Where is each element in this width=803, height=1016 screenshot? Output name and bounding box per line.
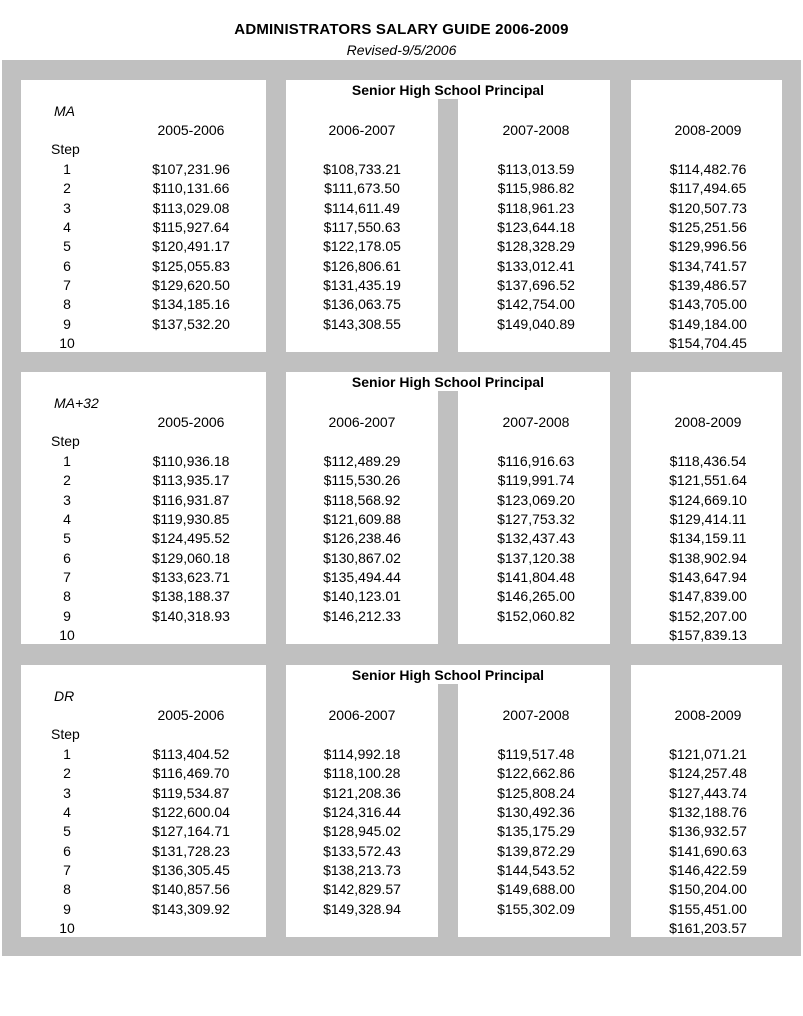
year-header: 2008-2009 [674, 122, 742, 138]
salary-cell: $134,159.11 [669, 530, 747, 547]
salary-cell: $134,185.16 [152, 296, 230, 313]
salary-cell: $141,690.63 [669, 842, 747, 859]
step-number: 3 [63, 199, 71, 216]
salary-cell: $114,992.18 [323, 746, 401, 762]
salary-cell: $139,486.57 [669, 277, 747, 294]
salary-cell: $152,060.82 [497, 607, 575, 624]
step-number: 8 [63, 296, 71, 313]
salary-cell: $110,131.66 [152, 180, 230, 197]
salary-cell: $132,188.76 [669, 804, 747, 821]
salary-cell: $115,530.26 [323, 472, 401, 489]
salary-cell: $112,489.29 [323, 453, 401, 469]
salary-cell: $131,728.23 [152, 842, 230, 859]
salary-cell: $121,208.36 [323, 784, 401, 801]
salary-cell: $140,857.56 [152, 881, 230, 898]
salary-cell: $123,644.18 [497, 219, 575, 236]
step-number: 10 [59, 920, 75, 937]
step-number: 9 [63, 900, 71, 917]
salary-cell: $130,867.02 [323, 549, 401, 566]
degree-label: MA+32 [54, 395, 99, 411]
salary-cell: $118,961.23 [497, 199, 575, 216]
step-number: 8 [63, 588, 71, 605]
step-number: 6 [63, 257, 71, 274]
salary-cell: $117,550.63 [323, 219, 401, 236]
year-header: 2008-2009 [674, 414, 742, 430]
step-number: 6 [63, 549, 71, 566]
salary-cell: $119,930.85 [152, 511, 230, 528]
salary-cell: $129,996.56 [669, 238, 747, 255]
step-number: 5 [63, 530, 71, 547]
degree-label: MA [54, 103, 75, 119]
salary-cell: $118,568.92 [323, 491, 401, 508]
salary-cell: $116,916.63 [497, 453, 575, 469]
step-number: 9 [63, 315, 71, 332]
salary-cell: $124,316.44 [323, 804, 401, 821]
salary-cell: $120,491.17 [152, 238, 230, 255]
salary-cell: $135,494.44 [323, 569, 401, 586]
salary-cell: $137,532.20 [152, 315, 230, 332]
salary-cell: $144,543.52 [497, 862, 575, 879]
salary-cell: $140,123.01 [323, 588, 401, 605]
salary-cell: $136,305.45 [152, 862, 230, 879]
salary-cell: $118,100.28 [323, 765, 401, 782]
salary-cell: $113,935.17 [152, 472, 230, 489]
salary-cell: $135,175.29 [497, 823, 575, 840]
year-header: 2006-2007 [328, 707, 396, 723]
salary-cell: $154,704.45 [669, 335, 747, 352]
salary-cell: $119,991.74 [497, 472, 575, 489]
salary-cell: $125,055.83 [152, 257, 230, 274]
salary-cell: $147,839.00 [669, 588, 747, 605]
salary-cell: $122,662.86 [497, 765, 575, 782]
step-number: 1 [63, 746, 71, 762]
step-number: 1 [63, 161, 71, 177]
salary-cell: $128,328.29 [497, 238, 575, 255]
year-header: 2005-2006 [157, 122, 225, 138]
salary-cell: $113,013.59 [497, 161, 575, 177]
salary-cell: $134,741.57 [669, 257, 747, 274]
step-number: 5 [63, 238, 71, 255]
salary-cell: $127,443.74 [669, 784, 747, 801]
salary-cell: $129,620.50 [152, 277, 230, 294]
salary-cell: $118,436.54 [669, 453, 747, 469]
step-number: 3 [63, 491, 71, 508]
salary-cell: $133,572.43 [323, 842, 401, 859]
salary-cell: $125,808.24 [497, 784, 575, 801]
salary-cell: $157,839.13 [669, 627, 747, 644]
step-number: 2 [63, 472, 71, 489]
step-number: 9 [63, 607, 71, 624]
salary-cell: $149,040.89 [497, 315, 575, 332]
salary-cell: $143,647.94 [669, 569, 747, 586]
step-header: Step [51, 141, 80, 157]
salary-cell: $150,204.00 [669, 881, 747, 898]
section-title: Senior High School Principal [351, 82, 545, 98]
salary-cell: $138,188.37 [152, 588, 230, 605]
section-title: Senior High School Principal [351, 667, 545, 683]
salary-cell: $137,696.52 [497, 277, 575, 294]
year-header: 2005-2006 [157, 414, 225, 430]
salary-cell: $115,927.64 [152, 219, 230, 236]
degree-label: DR [54, 688, 75, 704]
step-number: 6 [63, 842, 71, 859]
salary-cell: $114,482.76 [669, 161, 747, 177]
step-number: 2 [63, 180, 71, 197]
salary-cell: $132,437.43 [497, 530, 575, 547]
salary-cell: $117,494.65 [669, 180, 747, 197]
step-number: 2 [63, 765, 71, 782]
salary-cell: $120,507.73 [669, 199, 747, 216]
salary-cell: $116,469.70 [152, 765, 230, 782]
step-number: 10 [59, 627, 75, 644]
salary-cell: $131,435.19 [323, 277, 401, 294]
step-number: 1 [63, 453, 71, 469]
page-title: ADMINISTRATORS SALARY GUIDE 2006-2009 [234, 21, 569, 38]
salary-cell: $115,986.82 [497, 180, 575, 197]
salary-cell: $119,534.87 [152, 784, 230, 801]
salary-cell: $127,753.32 [497, 511, 575, 528]
year-header: 2006-2007 [328, 414, 396, 430]
salary-cell: $138,213.73 [323, 862, 401, 879]
salary-cell: $149,688.00 [497, 881, 575, 898]
salary-cell: $136,932.57 [669, 823, 747, 840]
salary-cell: $129,414.11 [669, 511, 747, 528]
salary-cell: $143,308.55 [323, 315, 401, 332]
step-number: 8 [63, 881, 71, 898]
salary-cell: $141,804.48 [497, 569, 575, 586]
step-number: 5 [63, 823, 71, 840]
salary-cell: $111,673.50 [324, 180, 400, 197]
salary-cell: $146,422.59 [669, 862, 747, 879]
salary-cell: $146,212.33 [323, 607, 401, 624]
salary-cell: $123,069.20 [497, 491, 575, 508]
salary-cell: $139,872.29 [497, 842, 575, 859]
salary-cell: $110,936.18 [152, 453, 230, 469]
salary-cell: $124,495.52 [152, 530, 230, 547]
step-number: 7 [63, 862, 71, 879]
salary-cell: $113,029.08 [152, 199, 230, 216]
salary-cell: $122,178.05 [323, 238, 401, 255]
year-header: 2008-2009 [674, 707, 742, 723]
salary-cell: $121,609.88 [323, 511, 401, 528]
step-number: 4 [63, 219, 71, 236]
step-number: 4 [63, 511, 71, 528]
salary-cell: $143,309.92 [152, 900, 230, 917]
salary-cell: $107,231.96 [152, 161, 230, 177]
salary-cell: $126,238.46 [323, 530, 401, 547]
salary-cell: $119,517.48 [497, 746, 575, 762]
salary-cell: $125,251.56 [669, 219, 747, 236]
salary-cell: $121,551.64 [669, 472, 747, 489]
year-header: 2006-2007 [328, 122, 396, 138]
salary-cell: $149,184.00 [669, 315, 747, 332]
salary-cell: $142,829.57 [323, 881, 401, 898]
salary-cell: $146,265.00 [497, 588, 575, 605]
salary-cell: $116,931.87 [152, 491, 230, 508]
salary-cell: $133,012.41 [497, 257, 575, 274]
section-title: Senior High School Principal [351, 374, 545, 390]
salary-cell: $136,063.75 [323, 296, 401, 313]
salary-cell: $113,404.52 [152, 746, 230, 762]
step-header: Step [51, 726, 80, 742]
salary-guide-frame [2, 60, 801, 956]
step-number: 10 [59, 335, 75, 352]
salary-cell: $152,207.00 [669, 607, 747, 624]
salary-cell: $155,302.09 [497, 900, 575, 917]
salary-cell: $128,945.02 [323, 823, 401, 840]
salary-cell: $138,902.94 [669, 549, 747, 566]
salary-cell: $143,705.00 [669, 296, 747, 313]
salary-cell: $122,600.04 [152, 804, 230, 821]
salary-cell: $142,754.00 [497, 296, 575, 313]
salary-cell: $137,120.38 [497, 549, 575, 566]
page-subtitle: Revised-9/5/2006 [346, 42, 457, 58]
salary-cell: $108,733.21 [323, 161, 401, 177]
salary-cell: $114,611.49 [324, 199, 400, 216]
step-number: 3 [63, 784, 71, 801]
year-header: 2007-2008 [502, 122, 570, 138]
salary-cell: $124,257.48 [669, 765, 747, 782]
salary-cell: $155,451.00 [669, 900, 747, 917]
salary-cell: $127,164.71 [152, 823, 230, 840]
year-header: 2007-2008 [502, 707, 570, 723]
salary-cell: $121,071.21 [669, 746, 747, 762]
year-header: 2005-2006 [157, 707, 225, 723]
step-number: 7 [63, 277, 71, 294]
salary-cell: $133,623.71 [152, 569, 230, 586]
salary-cell: $124,669.10 [669, 491, 747, 508]
salary-cell: $126,806.61 [323, 257, 401, 274]
salary-cell: $140,318.93 [152, 607, 230, 624]
salary-cell: $130,492.36 [497, 804, 575, 821]
step-header: Step [51, 433, 80, 449]
salary-cell: $149,328.94 [323, 900, 401, 917]
step-number: 4 [63, 804, 71, 821]
salary-cell: $129,060.18 [152, 549, 230, 566]
step-number: 7 [63, 569, 71, 586]
year-header: 2007-2008 [502, 414, 570, 430]
salary-cell: $161,203.57 [669, 920, 747, 937]
